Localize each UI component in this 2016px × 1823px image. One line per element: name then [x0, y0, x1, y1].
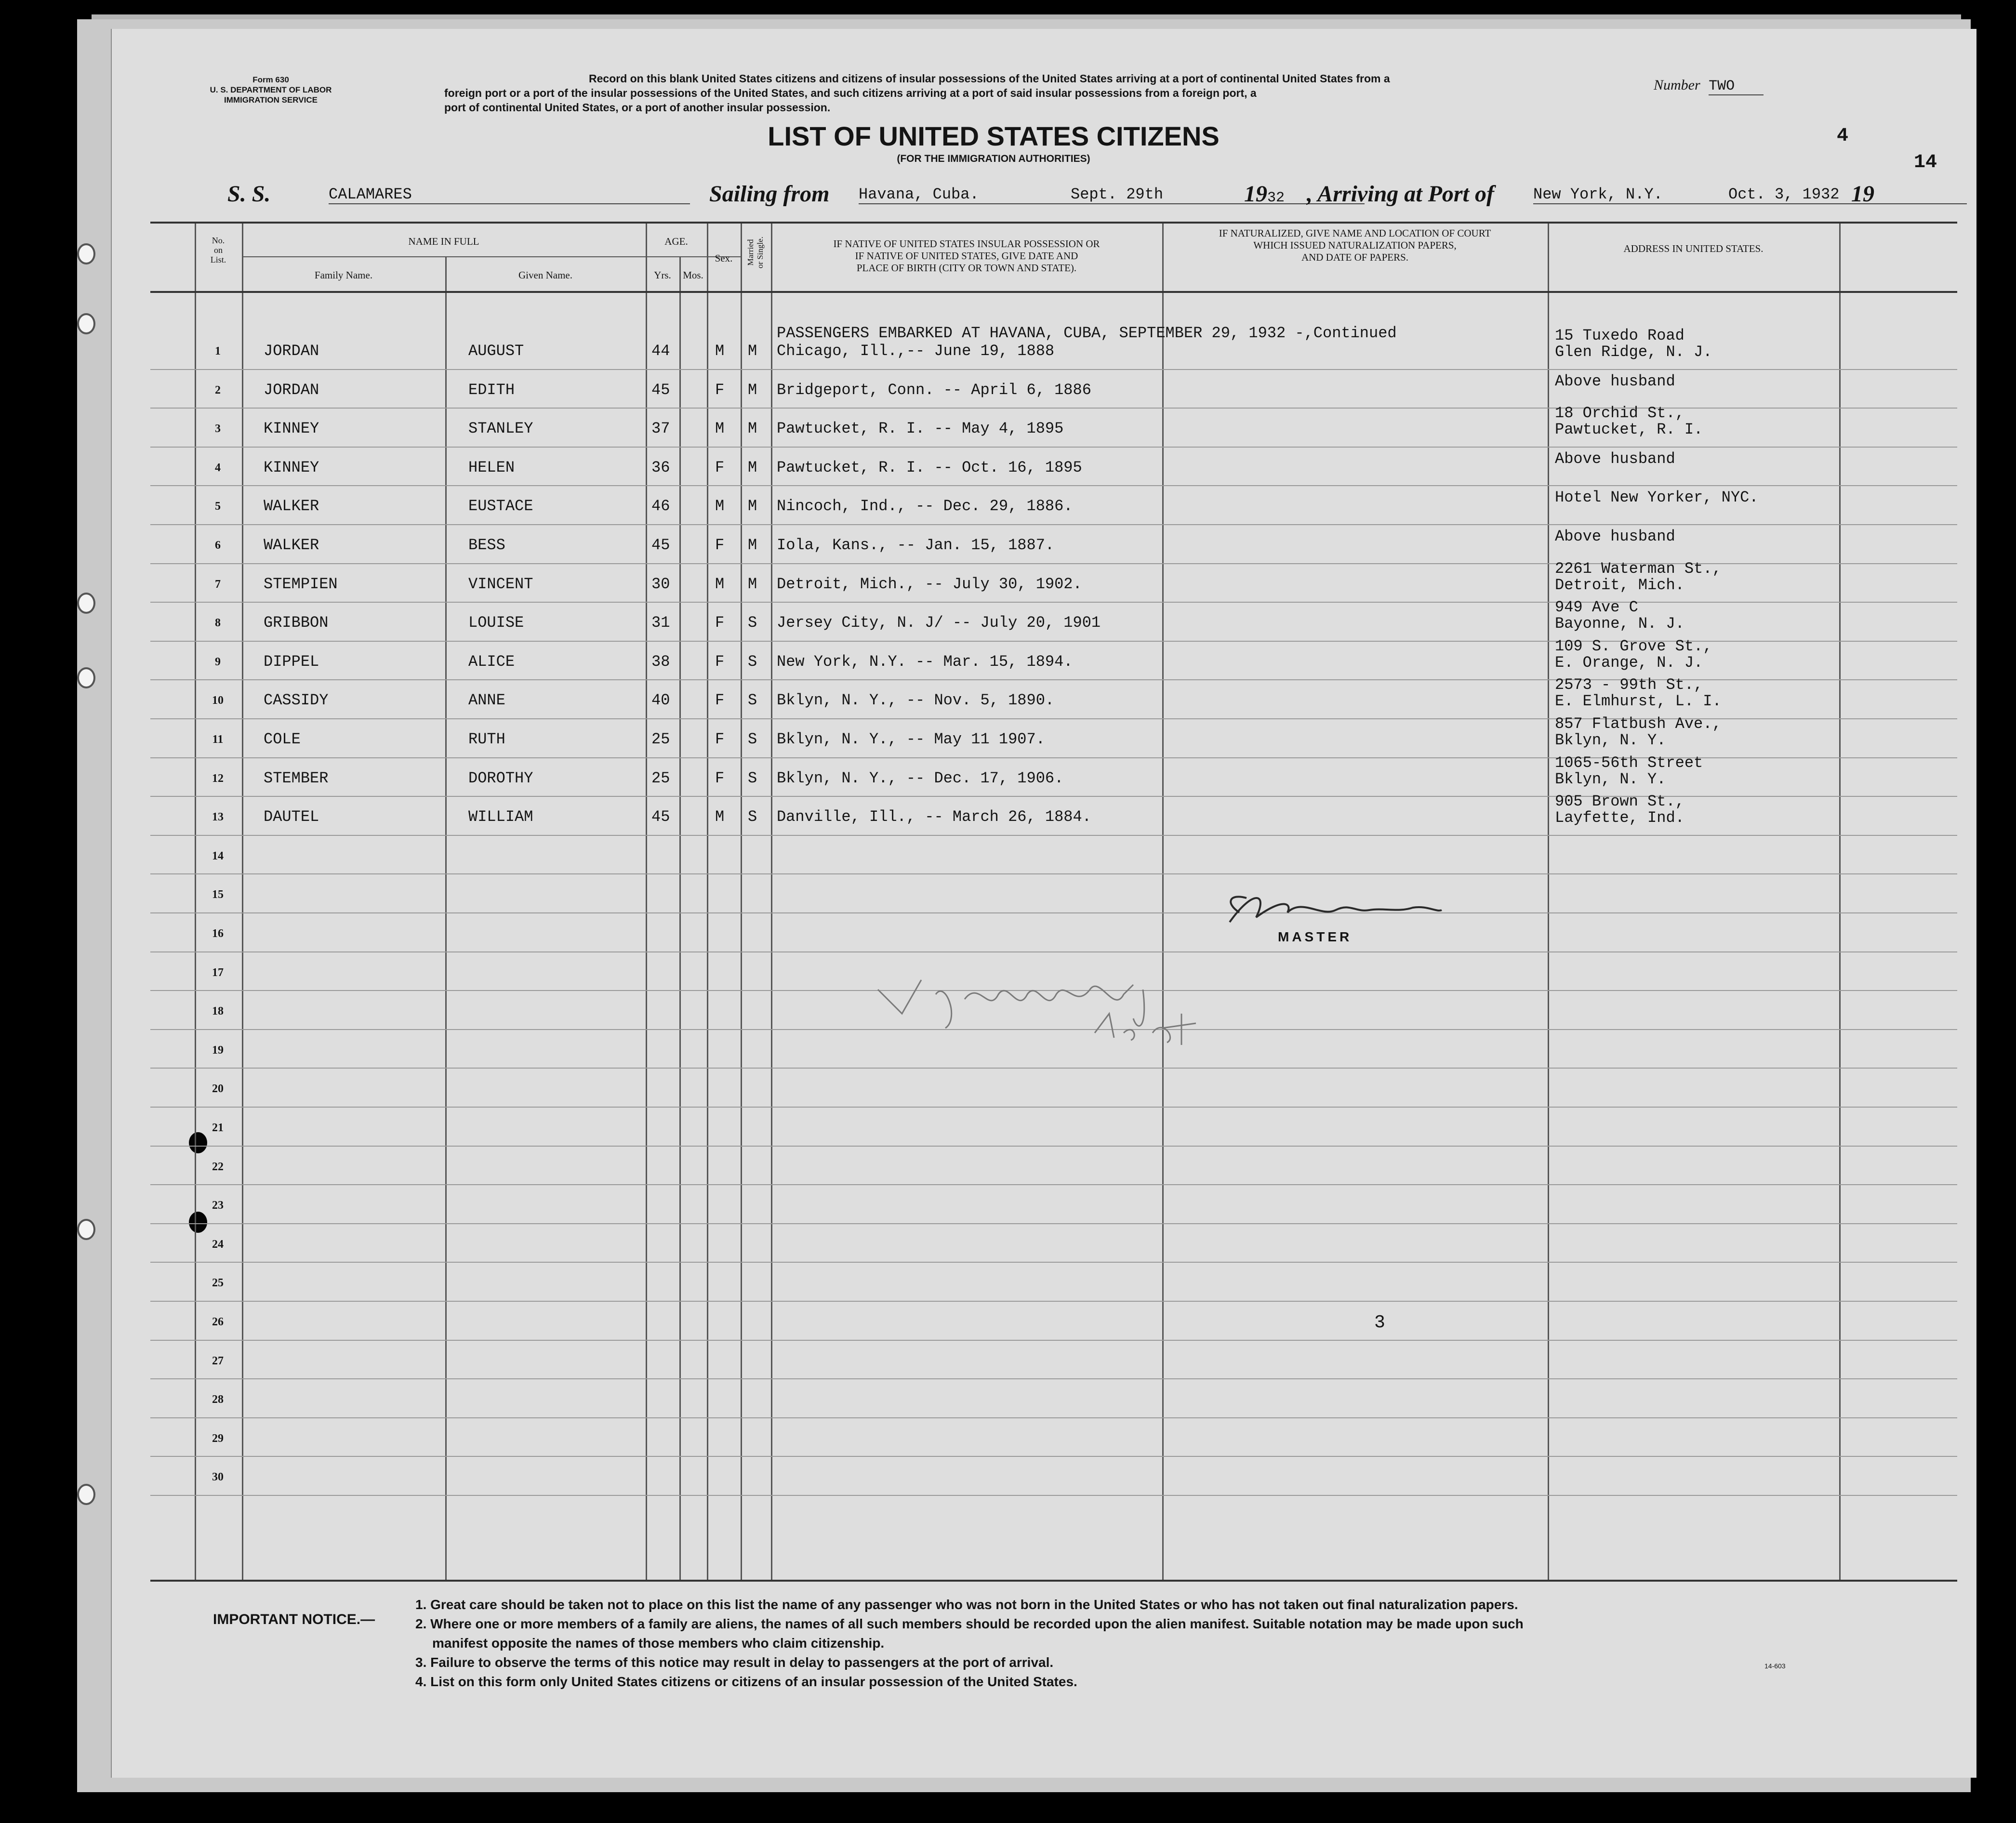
column-divider — [741, 224, 742, 1580]
given-name: BESS — [468, 536, 505, 554]
punch-hole — [77, 243, 95, 264]
punch-hole — [77, 313, 95, 334]
notice-line: 4. List on this form only United States citizens or citizens of an insular possession of the United States. — [415, 1674, 1077, 1689]
sex: F — [715, 536, 725, 554]
manifest-page — [111, 29, 1976, 1778]
age-years: 25 — [651, 769, 670, 787]
column-divider — [242, 224, 243, 1580]
row-rule — [150, 1107, 1957, 1108]
address-line-1: 1065-56th Street — [1555, 753, 1703, 772]
column-divider — [679, 257, 681, 1580]
marital-status: S — [748, 769, 757, 787]
notice-line: 1. Great care should be taken not to place on this list the name of any passenger who was not born in the United States or who has not taken out final naturalization papers. — [415, 1597, 1518, 1612]
age-years: 45 — [651, 381, 670, 399]
row-rule — [150, 1378, 1957, 1379]
marital-status: M — [748, 381, 757, 399]
sex: F — [715, 769, 725, 787]
sex: F — [715, 652, 725, 671]
age-years: 45 — [651, 808, 670, 826]
family-name: JORDAN — [264, 342, 319, 360]
row-number: 4 — [215, 461, 221, 474]
age-years: 44 — [651, 342, 670, 360]
master-label: MASTER — [1278, 929, 1353, 944]
sailing-label: Sailing from — [709, 181, 830, 207]
row-rule — [150, 1301, 1957, 1302]
row-rule — [150, 951, 1957, 952]
row-number: 28 — [212, 1393, 224, 1406]
age-years: 45 — [651, 536, 670, 554]
row-number: 5 — [215, 500, 221, 513]
marital-status: S — [748, 614, 757, 632]
address-line-2: Glen Ridge, N. J. — [1555, 343, 1712, 361]
sailing-date: Sept. 29th — [1071, 185, 1164, 203]
row-rule — [150, 912, 1957, 913]
row-rule — [150, 524, 1957, 525]
given-name: AUGUST — [468, 342, 524, 360]
row-rule — [150, 873, 1957, 874]
address-line-2: Pawtucket, R. I. — [1555, 421, 1703, 439]
sex: F — [715, 691, 725, 710]
given-name: VINCENT — [468, 575, 533, 593]
address-line-1: 2261 Waterman St., — [1555, 559, 1722, 578]
sex: M — [715, 342, 725, 360]
arriving-label: , Arriving at Port of — [1307, 181, 1494, 207]
punch-hole — [77, 1219, 95, 1240]
row-number: 24 — [212, 1238, 224, 1251]
place-date-of-birth: Jersey City, N. J/ -- July 20, 1901 — [777, 614, 1101, 632]
sex: M — [715, 420, 725, 438]
sex: F — [715, 614, 725, 632]
row-rule — [150, 1223, 1957, 1224]
master-signature — [1210, 884, 1451, 937]
address-line-1: 949 Ave C — [1555, 598, 1638, 617]
address-line-1: Above husband — [1555, 528, 1675, 545]
col-family-name: Family Name. — [314, 269, 373, 281]
inspector-annotation — [863, 961, 1201, 1057]
important-notice-label: IMPORTANT NOTICE.— — [213, 1612, 375, 1627]
family-name: KINNEY — [264, 458, 319, 476]
given-name: LOUISE — [468, 614, 524, 632]
col-yrs: Yrs. — [654, 269, 671, 281]
punch-hole — [77, 1484, 95, 1505]
row-rule — [150, 1262, 1957, 1263]
address-line-2: Bklyn, N. Y. — [1555, 770, 1666, 788]
ship-name: CALAMARES — [329, 185, 690, 204]
passenger-table — [150, 222, 1957, 1582]
given-name: EDITH — [468, 381, 515, 399]
row-number: 20 — [212, 1083, 224, 1096]
row-number: 26 — [212, 1316, 224, 1328]
row-rule — [150, 1184, 1957, 1185]
age-years: 46 — [651, 497, 670, 515]
row-number: 9 — [215, 655, 221, 668]
row-number: 11 — [212, 733, 224, 746]
row-number: 18 — [212, 1005, 224, 1018]
family-name: DIPPEL — [264, 652, 319, 671]
voyage-line — [227, 181, 1890, 210]
marital-status: S — [748, 691, 757, 710]
row-number: 27 — [212, 1354, 224, 1367]
notice-line: 2. Where one or more members of a family are aliens, the names of all such members should be recorded upon the alien manifest. Suitable notation may be made upon such — [415, 1616, 1524, 1631]
header-rule — [150, 291, 1957, 293]
page-number-mark: 4 — [1837, 125, 1849, 147]
row-rule — [150, 408, 1957, 409]
address-line-2: Bklyn, N. Y. — [1555, 731, 1666, 749]
form-code: 14-603 — [1764, 1662, 1786, 1670]
col-no: No. on List. — [210, 236, 226, 264]
address-line-1: 18 Orchid St., — [1555, 404, 1684, 423]
col-married: Married or Single. — [746, 236, 765, 269]
marital-status: M — [748, 497, 757, 515]
arrival-date: Oct. 3, 1932 — [1728, 185, 1840, 203]
place-date-of-birth: Iola, Kans., -- Jan. 15, 1887. — [777, 536, 1055, 554]
row-rule — [150, 1146, 1957, 1147]
given-name: HELEN — [468, 458, 515, 476]
place-date-of-birth: Detroit, Mich., -- July 30, 1902. — [777, 575, 1082, 593]
row-number: 29 — [212, 1432, 224, 1445]
row-number: 19 — [212, 1044, 224, 1057]
row-number: 3 — [215, 423, 221, 436]
record-instructions: Record on this blank United States citizens and citizens of insular possessions of the United States arriving at a port of continental United States from a foreign port or a port of the insular possessions of the United States, and such citizens arriving at a port of said insular possessions from a foreign port, a port of continental United States, or a port of another insular possession. — [444, 72, 1390, 114]
given-name: ANNE — [468, 691, 505, 710]
sex: F — [715, 381, 725, 399]
sex: M — [715, 575, 725, 593]
column-divider — [1162, 224, 1164, 1580]
address-line-1: 15 Tuxedo Road — [1555, 327, 1684, 344]
row-number: 2 — [215, 383, 221, 396]
address-line-2: E. Orange, N. J. — [1555, 653, 1703, 672]
marital-status: S — [748, 808, 757, 826]
row-number: 30 — [212, 1471, 224, 1484]
family-name: JORDAN — [264, 381, 319, 399]
section-note: PASSENGERS EMBARKED AT HAVANA, CUBA, SEPTEMBER 29, 1932 -,Continued — [777, 324, 1397, 342]
family-name: COLE — [264, 730, 301, 748]
column-divider — [1839, 224, 1841, 1580]
given-name: RUTH — [468, 730, 505, 748]
family-name: STEMBER — [264, 769, 329, 787]
header-rule — [242, 256, 741, 257]
sailing-port: Havana, Cuba. — [859, 185, 1365, 204]
address-line-1: 109 S. Grove St., — [1555, 637, 1712, 655]
age-years: 30 — [651, 575, 670, 593]
page-title: LIST OF UNITED STATES CITIZENS — [768, 121, 1220, 151]
address-line-1: Hotel New Yorker, NYC. — [1555, 489, 1759, 507]
row-number: 14 — [212, 849, 224, 862]
sex: F — [715, 458, 725, 476]
row-rule — [150, 1417, 1957, 1418]
page-subtitle: (FOR THE IMMIGRATION AUTHORITIES) — [897, 153, 1090, 164]
column-divider — [646, 224, 647, 1580]
stray-mark: 3 — [1374, 1312, 1385, 1333]
row-number: 13 — [212, 811, 224, 824]
row-rule — [150, 1456, 1957, 1457]
arrival-year: 19 — [1851, 181, 1874, 207]
row-rule — [150, 796, 1957, 797]
place-date-of-birth: Pawtucket, R. I. -- May 4, 1895 — [777, 420, 1064, 438]
place-date-of-birth: Bklyn, N. Y., -- Dec. 17, 1906. — [777, 769, 1064, 787]
family-name: WALKER — [264, 497, 319, 515]
place-date-of-birth: Chicago, Ill.,-- June 19, 1888 — [777, 342, 1055, 360]
row-number: 17 — [212, 966, 224, 979]
row-rule — [150, 1340, 1957, 1341]
address-line-2: E. Elmhurst, L. I. — [1555, 692, 1722, 711]
family-name: DAUTEL — [264, 808, 319, 826]
address-line-1: 2573 - 99th St., — [1555, 676, 1703, 694]
col-name-in-full: NAME IN FULL — [408, 236, 479, 247]
row-number: 1 — [215, 345, 221, 357]
marital-status: M — [748, 342, 757, 360]
column-divider — [707, 224, 708, 1580]
row-number: 16 — [212, 927, 224, 940]
given-name: WILLIAM — [468, 808, 533, 826]
sex: M — [715, 808, 725, 826]
address-line-2: Detroit, Mich. — [1555, 576, 1684, 594]
age-years: 38 — [651, 652, 670, 671]
marital-status: S — [748, 652, 757, 671]
family-name: WALKER — [264, 536, 319, 554]
row-number: 23 — [212, 1199, 224, 1212]
col-given-name: Given Name. — [518, 269, 572, 281]
given-name: DOROTHY — [468, 769, 533, 787]
row-number: 15 — [212, 888, 224, 901]
place-date-of-birth: Bklyn, N. Y., -- May 11 1907. — [777, 730, 1045, 748]
arrival-port: New York, N.Y. — [1533, 185, 1967, 204]
notice-line: 3. Failure to observe the terms of this notice may result in delay to passengers at the port of arrival. — [415, 1655, 1054, 1670]
row-rule — [150, 1495, 1957, 1496]
notice-line: manifest opposite the names of those members who claim citizenship. — [432, 1636, 885, 1651]
family-name: CASSIDY — [264, 691, 329, 710]
address-line-1: Above husband — [1555, 372, 1675, 390]
address-line-2: Layfette, Ind. — [1555, 809, 1684, 827]
form-number: Number TWO — [1654, 77, 1764, 94]
row-number: 25 — [212, 1277, 224, 1290]
age-years: 37 — [651, 420, 670, 438]
row-number: 6 — [215, 539, 221, 552]
row-rule — [150, 447, 1957, 448]
family-name: GRIBBON — [264, 614, 329, 632]
marital-status: S — [748, 730, 757, 748]
place-date-of-birth: New York, N.Y. -- Mar. 15, 1894. — [777, 652, 1073, 671]
place-date-of-birth: Bridgeport, Conn. -- April 6, 1886 — [777, 381, 1091, 399]
family-name: STEMPIEN — [264, 575, 338, 593]
address-line-1: 905 Brown St., — [1555, 793, 1684, 811]
margin-number-mark: 14 — [1914, 152, 1937, 173]
age-years: 36 — [651, 458, 670, 476]
place-date-of-birth: Danville, Ill., -- March 26, 1884. — [777, 808, 1091, 826]
column-divider — [195, 224, 196, 1580]
row-rule — [150, 369, 1957, 370]
punch-hole — [77, 593, 95, 614]
row-number: 8 — [215, 617, 221, 630]
col-naturalized: IF NATURALIZED, GIVE NAME AND LOCATION OF COURT WHICH ISSUED NATURALIZATION PAPERS, AND DATE OF PAPERS. — [1219, 227, 1491, 263]
row-rule — [150, 602, 1957, 603]
address-line-2: Bayonne, N. J. — [1555, 615, 1684, 633]
given-name: ALICE — [468, 652, 515, 671]
punch-hole — [77, 667, 95, 688]
given-name: EUSTACE — [468, 497, 533, 515]
row-number: 22 — [212, 1160, 224, 1173]
form-id: Form 630 U. S. DEPARTMENT OF LABOR IMMIGRATION SERVICE — [210, 75, 332, 105]
marital-status: M — [748, 420, 757, 438]
age-years: 25 — [651, 730, 670, 748]
row-rule — [150, 485, 1957, 486]
marital-status: M — [748, 536, 757, 554]
col-address: ADDRESS IN UNITED STATES. — [1623, 243, 1764, 254]
row-rule — [150, 835, 1957, 836]
sex: F — [715, 730, 725, 748]
row-number: 21 — [212, 1122, 224, 1134]
row-number: 7 — [215, 578, 221, 591]
place-date-of-birth: Nincoch, Ind., -- Dec. 29, 1886. — [777, 497, 1073, 515]
row-number: 12 — [212, 772, 224, 785]
given-name: STANLEY — [468, 420, 533, 438]
col-mos: Mos. — [683, 269, 703, 281]
marital-status: M — [748, 458, 757, 476]
column-divider — [445, 257, 447, 1580]
place-date-of-birth: Pawtucket, R. I. -- Oct. 16, 1895 — [777, 458, 1082, 476]
place-date-of-birth: Bklyn, N. Y., -- Nov. 5, 1890. — [777, 691, 1055, 710]
sailing-year: 1932 — [1244, 181, 1285, 207]
column-divider — [771, 224, 772, 1580]
row-number: 10 — [212, 694, 224, 707]
ss-label: S. S. — [227, 181, 271, 207]
marital-status: M — [748, 575, 757, 593]
col-birth: IF NATIVE OF UNITED STATES INSULAR POSSESSION OR IF NATIVE OF UNITED STATES, GIVE DATE AND PLACE OF BIRTH (CITY OR TOWN AND STATE). — [833, 238, 1100, 274]
age-years: 31 — [651, 614, 670, 632]
column-divider — [1548, 224, 1549, 1580]
row-rule — [150, 1068, 1957, 1069]
family-name: KINNEY — [264, 420, 319, 438]
age-years: 40 — [651, 691, 670, 710]
col-sex: Sex. — [715, 252, 733, 264]
address-line-1: 857 Flatbush Ave., — [1555, 715, 1722, 733]
sex: M — [715, 497, 725, 515]
col-age: AGE. — [664, 236, 688, 247]
address-line-1: Above husband — [1555, 449, 1675, 468]
